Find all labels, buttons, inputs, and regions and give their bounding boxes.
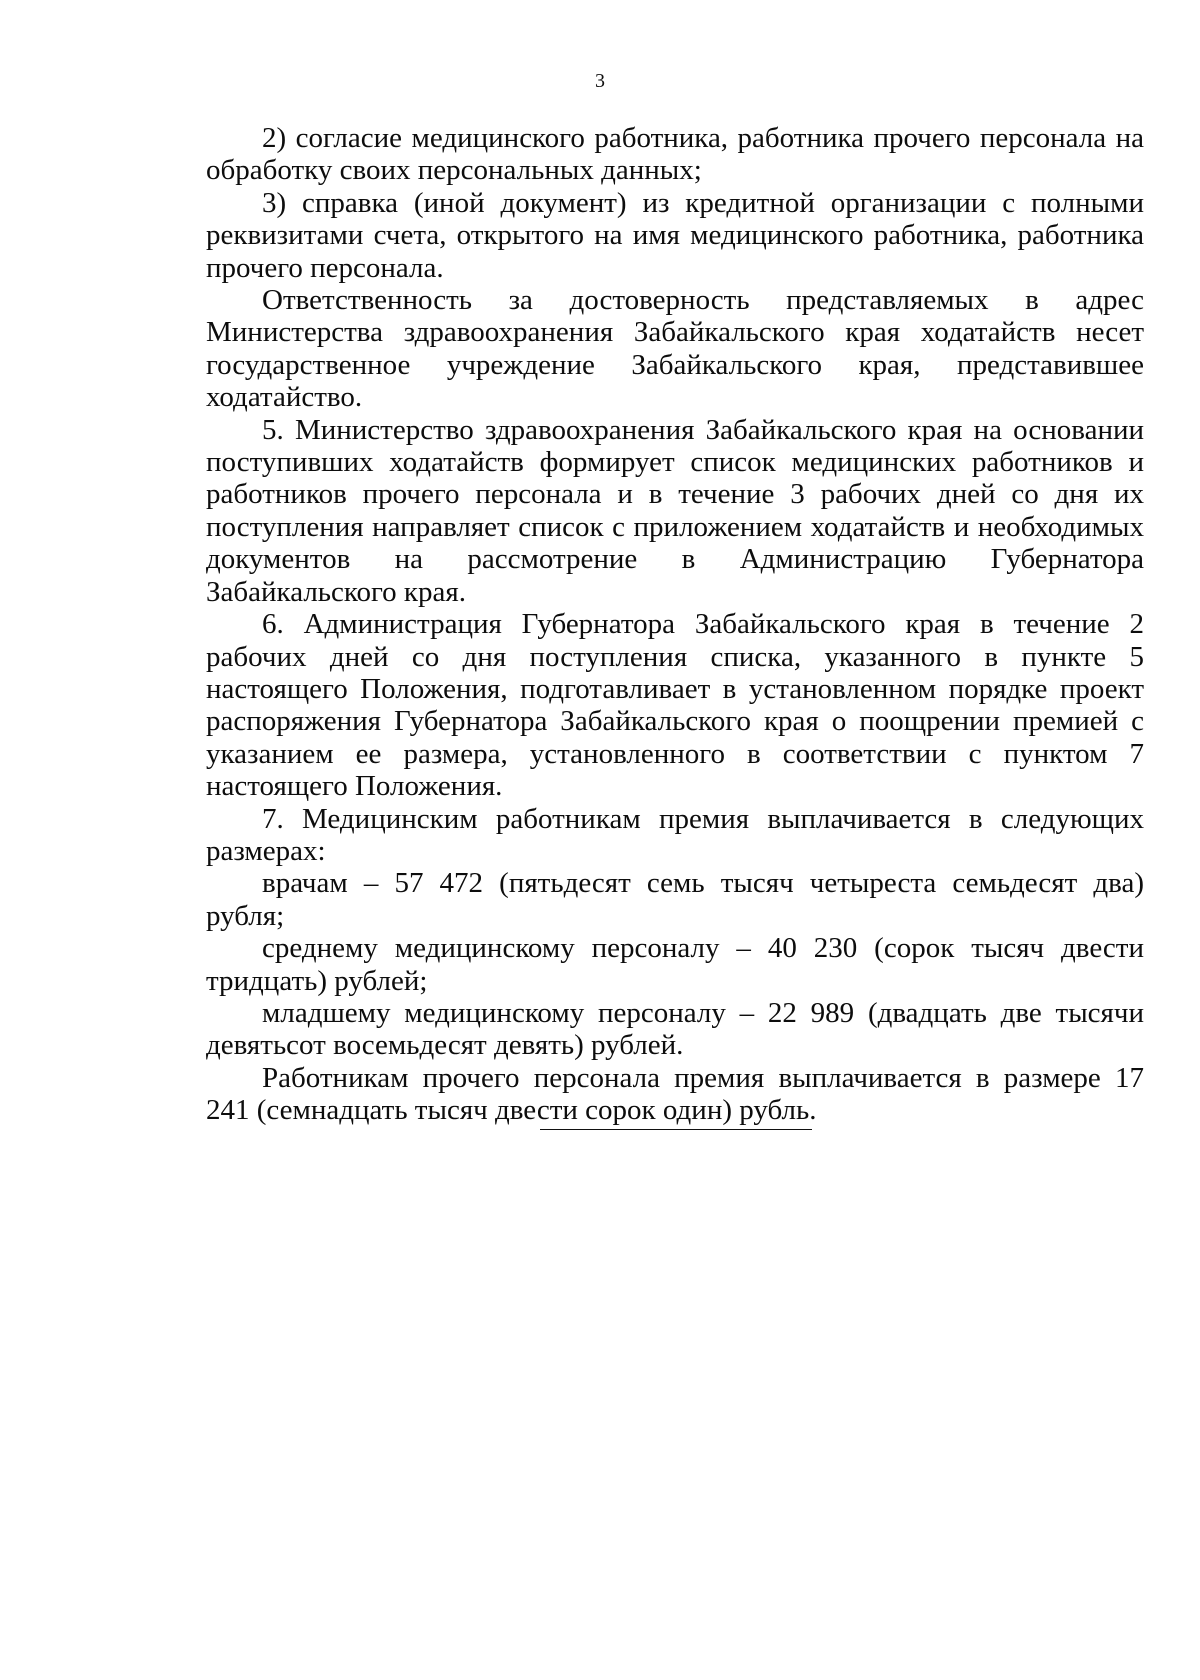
page-number: 3 — [595, 70, 605, 92]
paragraph-other-staff-amount: Работникам прочего персонала премия выплачивается в размере 17 241 (семнадцать тысяч двести сорок один) рубль. — [206, 1061, 1144, 1127]
paragraph-middle-staff-amount: среднему медицинскому персоналу – 40 230 (сорок тысяч двести тридцать) рублей; — [206, 932, 1144, 997]
paragraph-item-6: 6. Администрация Губернатора Забайкальского края в течение 2 рабочих дней со дня поступления списка, указанного в пункте 5 настоящего Положения, подготавливает в установленном порядке проект распоряжения Губернатора Забайкальского края о поощрении премией с указанием ее размера, установленного в соответствии с пунктом 7 настоящего Положения. — [206, 608, 1144, 803]
closing-divider — [540, 1129, 812, 1130]
paragraph-responsibility: Ответственность за достоверность представляемых в адрес Министерства здравоохранения Забайкальского края ходатайств несет государственное учреждение Забайкальского края, представившее ходатайство. — [206, 284, 1144, 414]
document-body — [206, 122, 1144, 1127]
paragraph-doctors-amount: врачам – 57 472 (пятьдесят семь тысяч четыреста семьдесят два) рубля; — [206, 867, 1144, 932]
paragraph-bank-certificate: 3) справка (иной документ) из кредитной организации с полными реквизитами счета, открытого на имя медицинского работника, работника прочего персонала. — [206, 186, 1144, 284]
paragraph-item-7: 7. Медицинским работникам премия выплачивается в следующих размерах: — [206, 802, 1144, 867]
paragraph-junior-staff-amount: младшему медицинскому персоналу – 22 989 (двадцать две тысячи девятьсот восемьдесят девять) рублей. — [206, 996, 1144, 1062]
paragraph-consent: 2) согласие медицинского работника, работника прочего персонала на обработку своих персональных данных; — [206, 122, 1144, 187]
paragraph-item-5: 5. Министерство здравоохранения Забайкальского края на основании поступивших ходатайств формирует список медицинских работников и работников прочего персонала и в течение 3 рабочих дней со дня их поступления направляет список с приложением ходатайств и необходимых документов на рассмотрение в Администрацию Губернатора Забайкальского края. — [206, 413, 1144, 608]
